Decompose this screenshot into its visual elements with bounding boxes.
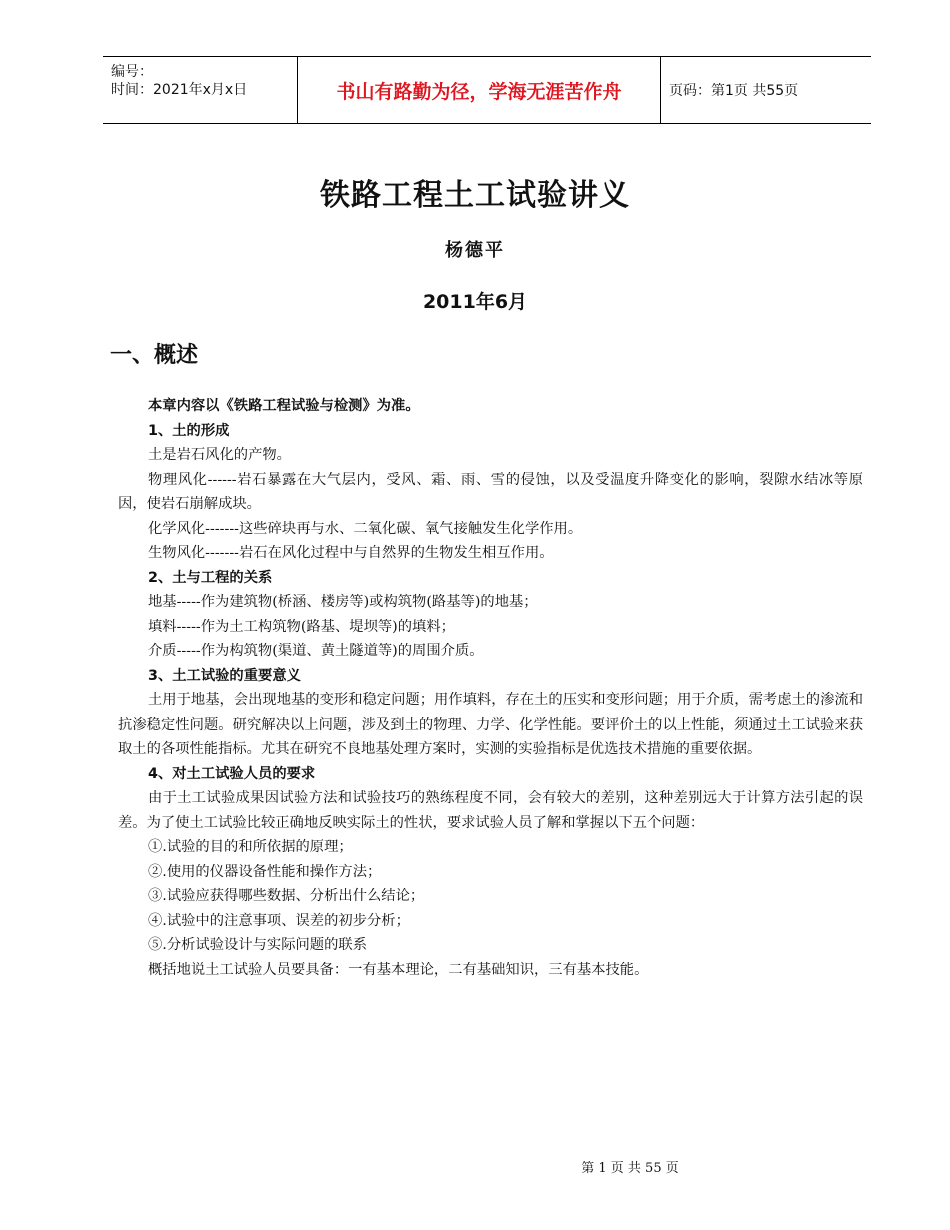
time-label: 时间：2021年x月x日 bbox=[111, 82, 248, 98]
paragraph: 土是岩石风化的产物。 bbox=[148, 447, 291, 463]
document-body bbox=[118, 394, 863, 982]
page-footer bbox=[0, 1157, 950, 1176]
date: 2011年6月 bbox=[422, 291, 528, 313]
list-item: ②.使用的仪器设备性能和操作方法； bbox=[148, 863, 382, 880]
paragraph: 填料-----作为土工构筑物(路基、堤坝等)的填料； bbox=[148, 618, 455, 635]
paragraph: 土用于地基，会出现地基的变形和稳定问题；用作填料，存在土的压实和变形问题；用于介质，需考虑土的渗流和抗渗稳定性问题。研究解决以上问题，涉及到土的物理、力学、化学性能。要评价土的以上性能，须通过土工试验来获取土的各项性能指标。尤其在研究不良地基处理方案时，实测的实验指标是优选技术措施的重要依据。 bbox=[118, 692, 863, 757]
author: 杨德平 bbox=[445, 240, 505, 261]
list-item: ③.试验应获得哪些数据、分析出什么结论； bbox=[148, 888, 425, 904]
footer-page-number: 第 1 页 共 55 页 bbox=[581, 1161, 679, 1176]
motto: 书山有路勤为径，学海无涯苦作舟 bbox=[298, 57, 661, 123]
list-item: ①.试验的目的和所依据的原理； bbox=[148, 839, 353, 855]
header-left-cell bbox=[103, 57, 298, 123]
subheading-2: 2、土与工程的关系 bbox=[148, 569, 273, 586]
header-table bbox=[103, 56, 871, 124]
number-label: 编号： bbox=[111, 64, 153, 80]
paragraph: 介质-----作为构筑物(渠道、黄土隧道等)的周围介质。 bbox=[148, 643, 484, 659]
intro-paragraph: 本章内容以《铁路工程试验与检测》为准。 bbox=[148, 398, 420, 414]
subheading-3: 3、土工试验的重要意义 bbox=[148, 667, 301, 684]
list-item: ⑤.分析试验设计与实际问题的联系 bbox=[148, 937, 367, 953]
subheading-4: 4、对土工试验人员的要求 bbox=[148, 765, 316, 782]
list-item: ④.试验中的注意事项、误差的初步分析； bbox=[148, 912, 410, 929]
paragraph: 化学风化-------这些碎块再与水、二氧化碳、氧气接触发生化学作用。 bbox=[148, 520, 583, 537]
paragraph: 由于土工试验成果因试验方法和试验技巧的熟练程度不同，会有较大的差别，这种差别远大于计算方法引起的误差。为了使土工试验比较正确地反映实际土的性状，要求试验人员了解和掌握以下五个问题： bbox=[118, 790, 863, 831]
paragraph: 物理风化------岩石暴露在大气层内，受风、霜、雨、雪的侵蚀，以及受温度升降变化的影响，裂隙水结冰等原因，使岩石崩解成块。 bbox=[118, 471, 863, 512]
paragraph: 生物风化-------岩石在风化过程中与自然界的生物发生相互作用。 bbox=[148, 545, 554, 561]
paragraph: 地基-----作为建筑物(桥涵、楼房等)或构筑物(路基等)的地基； bbox=[148, 594, 538, 610]
paragraph: 概括地说土工试验人员要具备：一有基本理论，二有基础知识，三有基本技能。 bbox=[148, 961, 649, 978]
subheading-1: 1、土的形成 bbox=[148, 422, 230, 439]
section-heading: 一、概述 bbox=[110, 343, 199, 368]
document-title: 铁路工程土工试验讲义 bbox=[320, 178, 630, 213]
page-label: 页码：第1页 共55页 bbox=[669, 83, 799, 99]
